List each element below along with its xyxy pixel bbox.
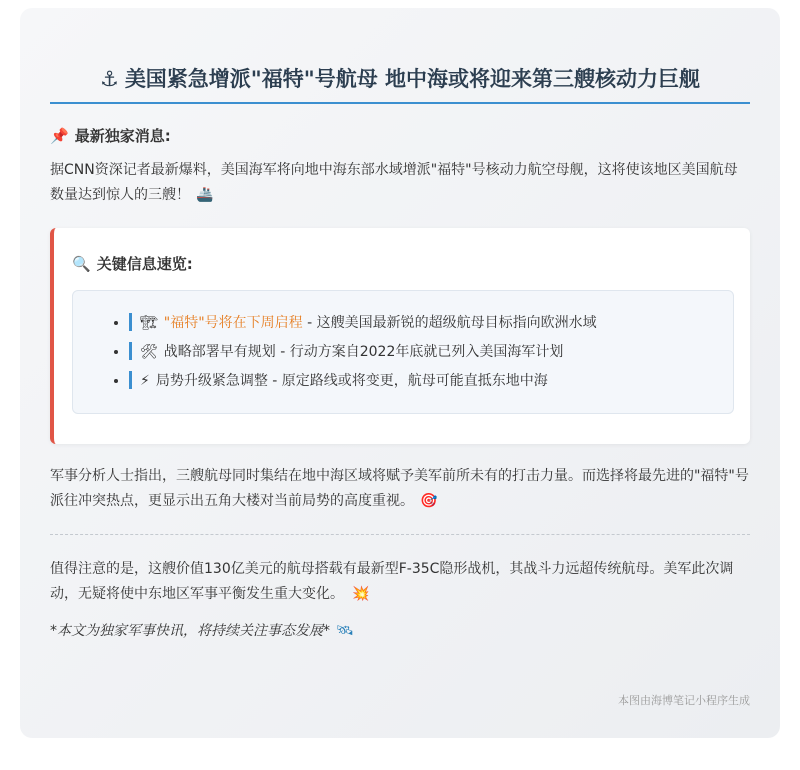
- footer-credit: 本图由海博笔记小程序生成: [618, 694, 750, 707]
- latest-news-heading-text: 最新独家消息:: [74, 127, 171, 145]
- anchor-icon: ⚓: [99, 67, 119, 91]
- list-item-highlight: "福特"号将在下周启程: [163, 315, 303, 331]
- key-info-box: [50, 228, 750, 444]
- dashed-divider: [50, 534, 750, 535]
- list-item-accent-bar: [129, 342, 132, 360]
- key-info-heading: [72, 254, 734, 274]
- list-item-text: - 这艘美国最新锐的超级航母目标指向欧洲水域: [302, 315, 597, 331]
- key-info-heading-text: 关键信息速览:: [96, 255, 193, 273]
- latest-news-paragraph: [50, 158, 750, 208]
- analysis-paragraph: [50, 464, 750, 514]
- target-icon: 🎯: [420, 493, 438, 509]
- article-card: [20, 8, 780, 738]
- collision-icon: 💥: [352, 586, 370, 602]
- list-item: [129, 371, 713, 391]
- key-info-list: [113, 313, 713, 391]
- article-title: [50, 8, 750, 104]
- list-item-text: 局势升级紧急调整 - 原定路线或将变更，航母可能直抵东地中海: [155, 373, 548, 389]
- list-item-accent-bar: [129, 313, 132, 331]
- closing-note-text: *本文为独家军事快讯，将持续关注事态发展*: [50, 623, 330, 639]
- list-item: [129, 313, 713, 333]
- latest-news-heading: [50, 126, 750, 146]
- pushpin-icon: 📌: [50, 127, 69, 145]
- latest-news-text: 据CNN资深记者最新爆料，美国海军将向地中海东部水域增派"福特"号核动力航空母舰，这将使该地区美国航母数量达到惊人的三艘！: [50, 162, 738, 203]
- hammer-wrench-icon: 🛠: [140, 344, 158, 360]
- satellite-icon: 🛰: [336, 623, 354, 639]
- article-title-text: 美国紧急增派"福特"号航母 地中海或将迎来第三艘核动力巨舰: [124, 67, 701, 91]
- tool-icon: 🏗: [140, 315, 158, 331]
- key-info-list-container: [72, 290, 734, 414]
- analysis-text: 军事分析人士指出，三艘航母同时集结在地中海区域将赋予美军前所未有的打击力量。而选择将最先进的"福特"号派往冲突热点，更显示出五角大楼对当前局势的高度重视。: [50, 468, 749, 509]
- ship-icon: 🚢: [196, 187, 214, 203]
- list-item-text: 战略部署早有规划 - 行动方案自2022年底就已列入美国海军计划: [163, 344, 564, 360]
- list-item: [129, 342, 713, 362]
- note-text: 值得注意的是，这艘价值130亿美元的航母搭载有最新型F-35C隐形战机，其战斗力远超传统航母。美军此次调动，无疑将使中东地区军事平衡发生重大变化。: [50, 561, 734, 602]
- magnifier-icon: 🔍: [72, 255, 91, 273]
- list-item-accent-bar: [129, 371, 132, 389]
- note-paragraph: [50, 557, 750, 607]
- lightning-icon: ⚡: [140, 373, 150, 389]
- closing-note: [50, 619, 750, 644]
